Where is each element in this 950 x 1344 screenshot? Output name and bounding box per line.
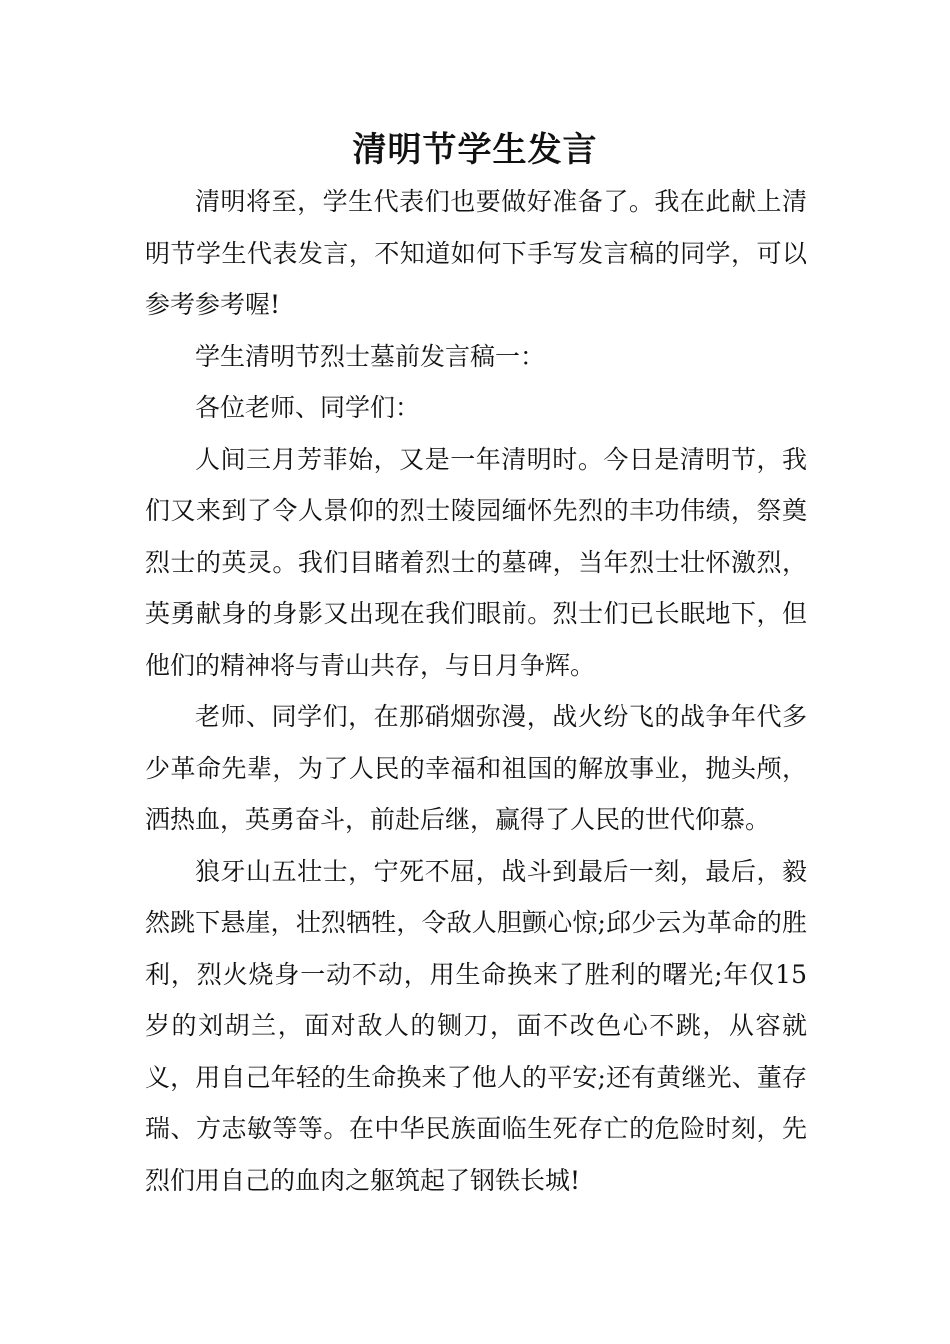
body-paragraph: 老师、同学们，在那硝烟弥漫，战火纷飞的战争年代多少革命先辈，为了人民的幸福和祖国的解放事业，抛头颅，洒热血，英勇奋斗，前赴后继，赢得了人民的世代仰慕。 [145, 702, 807, 834]
salutation: 各位老师、同学们： [195, 393, 421, 422]
body-paragraph: 人间三月芳菲始，又是一年清明时。今日是清明节，我们又来到了令人景仰的烈士陵园缅怀先烈的丰功伟绩，祭奠烈士的英灵。我们目睹着烈士的墓碑，当年烈士壮怀激烈，英勇献身的身影又出现在我们眼前。烈士们已长眠地下，但他们的精神将与青山共存，与日月争辉。 [145, 444, 807, 680]
intro-paragraph: 清明将至，学生代表们也要做好准备了。我在此献上清明节学生代表发言，不知道如何下手写发言稿的同学，可以参考参考喔! [145, 187, 807, 319]
body-paragraph: 狼牙山五壮士，宁死不屈，战斗到最后一刻，最后，毅然跳下悬崖，壮烈牺牲，令敌人胆颤心惊;邱少云为革命的胜利，烈火烧身一动不动，用生命换来了胜利的曙光;年仅15岁的刘胡兰，面对敌人的铡刀，面不改色心不跳，从容就义，用自己年轻的生命换来了他人的平安;还有黄继光、董存瑞、方志敏等等。在中华民族面临生死存亡的危险时刻，先烈们用自己的血肉之躯筑起了钢铁长城! [145, 856, 807, 1195]
section-heading: 学生清明节烈士墓前发言稿一： [195, 341, 546, 371]
document-body [145, 176, 807, 1206]
document-title: 清明节学生发言 [352, 130, 598, 170]
